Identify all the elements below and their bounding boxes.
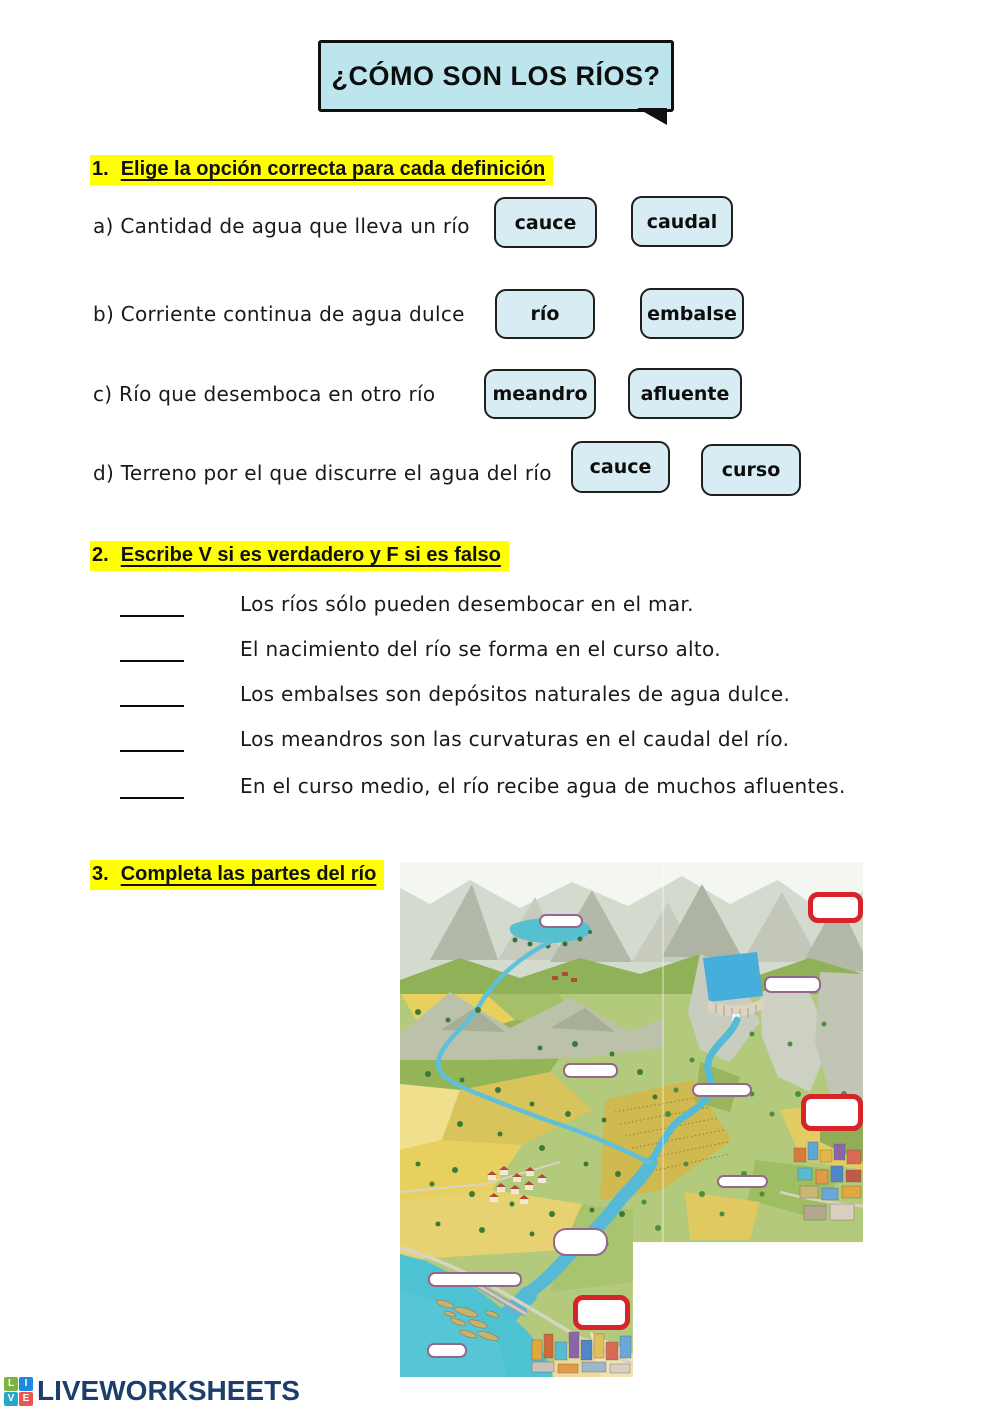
speech-bubble-tail-icon <box>637 108 667 125</box>
statement-1: Los ríos sólo pueden desembocar en el mar. <box>240 592 694 616</box>
river-answer-box-9[interactable] <box>428 1272 522 1287</box>
section3-heading-text: Completa las partes del río <box>120 863 377 885</box>
river-answer-box-3[interactable] <box>764 976 821 993</box>
def-c-option-2-button[interactable]: afluente <box>628 368 742 419</box>
statement-2: El nacimiento del río se forma en el curso alto. <box>240 637 721 661</box>
title-bubble <box>318 40 674 112</box>
page-title: ¿CÓMO SON LOS RÍOS? <box>331 60 661 91</box>
vf-answer-line-3[interactable] <box>120 705 184 707</box>
section1-heading-text: Elige la opción correcta para cada definición <box>120 158 546 180</box>
vf-answer-line-5[interactable] <box>120 797 184 799</box>
section2-number: 2. <box>92 544 109 566</box>
river-answer-box-2[interactable] <box>808 892 863 923</box>
definition-d-label: d) Terreno por el que discurre el agua del río <box>93 461 552 485</box>
logo-square-v: V <box>4 1392 18 1406</box>
def-b-option-2-button[interactable]: embalse <box>640 288 744 339</box>
section1-heading <box>90 155 553 185</box>
vf-answer-line-2[interactable] <box>120 660 184 662</box>
statement-3: Los embalses son depósitos naturales de agua dulce. <box>240 682 791 706</box>
section3-heading <box>90 860 384 890</box>
river-map-illustration <box>400 862 863 1377</box>
river-map-art <box>400 862 863 1377</box>
river-answer-box-6[interactable] <box>801 1094 863 1131</box>
statement-4: Los meandros son las curvaturas en el caudal del río. <box>240 727 790 751</box>
section3-number: 3. <box>92 863 109 885</box>
river-answer-box-5[interactable] <box>692 1083 752 1097</box>
statement-5: En el curso medio, el río recibe agua de muchos afluentes. <box>240 774 846 798</box>
river-answer-box-4[interactable] <box>563 1063 618 1078</box>
liveworksheets-brand <box>4 1375 300 1407</box>
river-answer-box-8[interactable] <box>553 1228 608 1256</box>
def-c-option-1-button[interactable]: meandro <box>484 369 596 419</box>
definition-c-label: c) Río que desemboca en otro río <box>93 382 436 406</box>
river-answer-box-11[interactable] <box>427 1343 467 1358</box>
river-answer-box-10[interactable] <box>573 1295 630 1330</box>
logo-square-e: E <box>19 1392 33 1406</box>
section2-heading <box>90 541 509 571</box>
vf-answer-line-4[interactable] <box>120 750 184 752</box>
river-answer-box-7[interactable] <box>717 1175 768 1188</box>
def-d-option-2-button[interactable]: curso <box>701 444 801 496</box>
logo-square-l: L <box>4 1377 18 1391</box>
vf-answer-line-1[interactable] <box>120 615 184 617</box>
definition-a-label: a) Cantidad de agua que lleva un río <box>93 214 470 238</box>
def-a-option-2-button[interactable]: caudal <box>631 196 733 247</box>
liveworksheets-logo-icon <box>4 1377 33 1406</box>
section2-heading-text: Escribe V si es verdadero y F si es falso <box>120 544 501 566</box>
def-a-option-1-button[interactable]: cauce <box>494 197 597 248</box>
logo-square-i: I <box>19 1377 33 1391</box>
def-d-option-1-button[interactable]: cauce <box>571 441 670 493</box>
def-b-option-1-button[interactable]: río <box>495 289 595 339</box>
definition-b-label: b) Corriente continua de agua dulce <box>93 302 465 326</box>
river-answer-box-1[interactable] <box>539 914 583 928</box>
section1-number: 1. <box>92 158 109 180</box>
brand-wordmark: LIVEWORKSHEETS <box>37 1375 300 1406</box>
